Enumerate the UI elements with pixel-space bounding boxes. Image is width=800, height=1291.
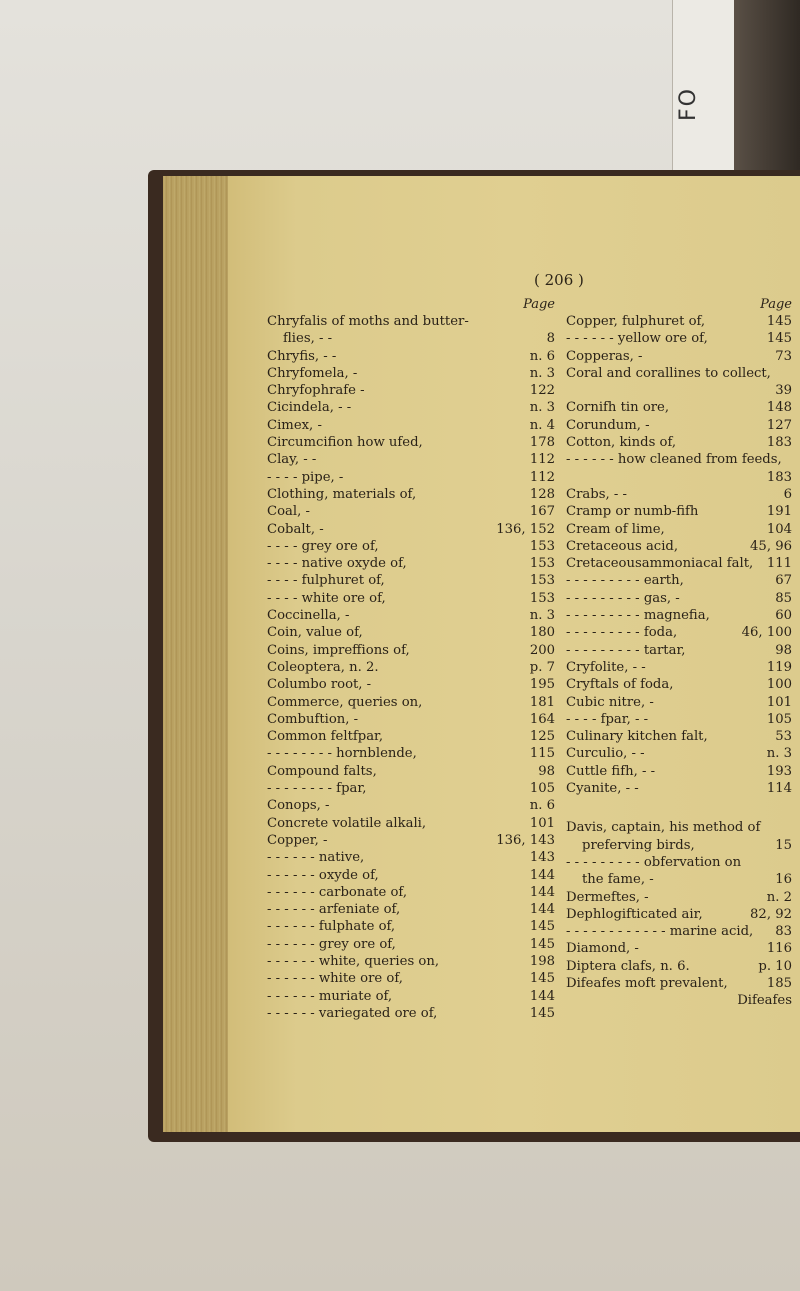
- entry-term: Common feltfpar,: [267, 729, 384, 745]
- entry-page: 98: [538, 763, 555, 779]
- entry-term: Coin, value of,: [267, 625, 363, 641]
- entry-page: 145: [529, 936, 555, 952]
- index-entry: [566, 624, 792, 641]
- entry-page: Difeafes: [737, 993, 792, 1009]
- index-entry: [566, 906, 792, 923]
- entry-page: 153: [529, 590, 555, 606]
- index-entry: [267, 555, 555, 572]
- index-entry: [566, 313, 792, 330]
- entry-term: Cryfolite, - -: [566, 659, 646, 675]
- entry-page: 60: [775, 608, 792, 624]
- entry-term: Cryftals of foda,: [566, 677, 674, 693]
- entry-page: 39: [775, 383, 792, 399]
- page-header: ( 206 ): [534, 271, 584, 289]
- entry-term: Circumcifion how ufed,: [267, 435, 423, 451]
- index-entry: [566, 975, 792, 992]
- entry-term: Coleoptera, n. 2.: [267, 659, 379, 675]
- entry-term: Coins, impreffions of,: [267, 642, 410, 658]
- entry-term: Cretaceousammoniacal falt,: [566, 556, 754, 572]
- entry-page: n. 4: [529, 417, 555, 433]
- entry-page: n. 3: [529, 400, 555, 416]
- folder-tab-label: FO: [676, 87, 701, 121]
- index-entry: [267, 936, 555, 953]
- entry-term: - - - - - - white, queries on,: [267, 953, 440, 969]
- entry-page: 45, 96: [750, 538, 792, 554]
- index-entry: [566, 365, 792, 382]
- entry-page: p. 10: [758, 958, 792, 974]
- entry-term: Copper, -: [267, 832, 328, 848]
- index-entry: [566, 711, 792, 728]
- index-entry: [566, 992, 792, 1009]
- index-entry: [566, 819, 792, 836]
- entry-page: 145: [529, 971, 555, 987]
- entry-page: 100: [766, 677, 792, 693]
- entry-term: Commerce, queries on,: [267, 694, 423, 710]
- entry-term: - - - - - - oxyde of,: [267, 867, 379, 883]
- entry-page: 144: [529, 884, 555, 900]
- index-entry: [267, 330, 555, 347]
- entry-term: - - - - fulphuret of,: [267, 573, 385, 589]
- index-entry: [566, 763, 792, 780]
- index-entry: [267, 763, 555, 780]
- entry-page: 180: [529, 625, 555, 641]
- entry-term: Copper, fulphuret of,: [566, 314, 706, 329]
- index-entry: [267, 815, 555, 832]
- entry-term: - - - - - - - - fpar,: [267, 781, 367, 797]
- entry-term: Coccinella, -: [267, 608, 350, 624]
- index-entry: [267, 434, 555, 451]
- entry-term: preferving birds,: [582, 837, 695, 853]
- index-entry: [267, 417, 555, 434]
- entry-list: [267, 313, 555, 1022]
- entry-page: n. 6: [529, 798, 555, 814]
- entry-term: - - - - - - grey ore of,: [267, 936, 396, 952]
- index-entry: [267, 538, 555, 555]
- index-entry: [267, 590, 555, 607]
- entry-page: 185: [766, 975, 792, 991]
- entry-term: - - - - - - - - hornblende,: [267, 746, 417, 762]
- index-entry: [267, 988, 555, 1005]
- index-entry: [566, 521, 792, 538]
- index-entry: [566, 745, 792, 762]
- index-entry: [267, 365, 555, 382]
- index-entry: [267, 607, 555, 624]
- index-entry: [267, 832, 555, 849]
- index-entry: [267, 382, 555, 399]
- entry-term: - - - - grey ore of,: [267, 538, 379, 554]
- entry-page: 144: [529, 867, 555, 883]
- entry-page: n. 6: [529, 348, 555, 364]
- entry-page: 143: [529, 850, 555, 866]
- index-entry: [566, 330, 792, 347]
- entry-term: Cotton, kinds of,: [566, 435, 677, 451]
- index-entry: [267, 642, 555, 659]
- entry-list: [566, 819, 792, 1009]
- index-entry: [267, 676, 555, 693]
- entry-term: Dephlogifticated air,: [566, 906, 703, 922]
- entry-page: n. 3: [766, 746, 792, 762]
- index-entry: [566, 417, 792, 434]
- entry-page: 167: [529, 504, 555, 520]
- entry-page: 98: [775, 642, 792, 658]
- entry-term: Cuttle fifh, - -: [566, 763, 656, 779]
- entry-page: 15: [775, 837, 792, 853]
- entry-term: Culinary kitchen falt,: [566, 729, 708, 745]
- entry-term: the fame, -: [582, 872, 654, 888]
- entry-page: 153: [529, 573, 555, 589]
- entry-term: - - - - - - yellow ore of,: [566, 331, 708, 347]
- entry-term: Coal, -: [267, 504, 310, 520]
- entry-term: Concrete volatile alkali,: [267, 815, 427, 831]
- entry-term: Columbo root, -: [267, 677, 372, 693]
- entry-page: 193: [766, 763, 792, 779]
- entry-term: - - - - - - - - - earth,: [566, 573, 684, 589]
- page-column-label: Page: [523, 297, 555, 312]
- index-entry: [267, 521, 555, 538]
- entry-page: 16: [775, 872, 792, 888]
- entry-page: 145: [529, 1005, 555, 1021]
- index-entry: [267, 884, 555, 901]
- index-entry: [267, 797, 555, 814]
- entry-page: 200: [529, 642, 555, 658]
- index-entry: [566, 958, 792, 975]
- index-entry: [566, 642, 792, 659]
- entry-term: Copperas, -: [566, 348, 643, 364]
- entry-term: - - - - - - - - - gas, -: [566, 590, 680, 606]
- index-entry: [267, 780, 555, 797]
- entry-page: 53: [775, 729, 792, 745]
- entry-term: - - - - - - native,: [267, 850, 365, 866]
- entry-page: 145: [766, 331, 792, 347]
- index-entry: [566, 694, 792, 711]
- index-entry: [566, 451, 792, 468]
- entry-term: flies, - -: [283, 331, 333, 347]
- index-entry: [566, 676, 792, 693]
- index-entry: [267, 399, 555, 416]
- entry-term: Chryfomela, -: [267, 365, 358, 381]
- entry-page: 111: [766, 556, 792, 572]
- entry-page: 128: [529, 486, 555, 502]
- entry-term: - - - - - - carbonate of,: [267, 884, 408, 900]
- index-entry: [566, 854, 792, 871]
- entry-term: - - - - - - muriate of,: [267, 988, 393, 1004]
- index-entry: [267, 918, 555, 935]
- index-entry: [566, 923, 792, 940]
- entry-page: 125: [529, 729, 555, 745]
- index-entry: [566, 572, 792, 589]
- entry-page: 183: [766, 469, 792, 485]
- entry-term: Cubic nitre, -: [566, 694, 654, 710]
- index-entry: [566, 837, 792, 854]
- entry-page: 181: [529, 694, 555, 710]
- entry-term: Conops, -: [267, 798, 330, 814]
- entry-term: - - - - - - - - - foda,: [566, 625, 678, 641]
- entry-term: Cream of lime,: [566, 521, 665, 537]
- entry-term: Curculio, - -: [566, 746, 645, 762]
- entry-term: Coral and corallines to collect,: [566, 365, 771, 381]
- entry-term: Chryfis, - -: [267, 348, 337, 364]
- entry-term: - - - - - - arfeniate of,: [267, 902, 401, 918]
- entry-term: Davis, captain, his method of: [566, 820, 761, 836]
- entry-term: - - - - native oxyde of,: [267, 556, 407, 572]
- index-entry: [566, 871, 792, 888]
- entry-page: 122: [529, 383, 555, 399]
- index-entry: [566, 538, 792, 555]
- entry-term: - - - - - - variegated ore of,: [267, 1005, 438, 1021]
- index-entry: [267, 901, 555, 918]
- entry-term: Cretaceous acid,: [566, 538, 679, 554]
- entry-term: - - - - - - - - - - - - marine acid,: [566, 924, 754, 940]
- entry-term: - - - - white ore of,: [267, 590, 386, 606]
- index-entry: [267, 451, 555, 468]
- index-entry: [566, 940, 792, 957]
- entry-page: 178: [529, 435, 555, 451]
- entry-page: 105: [529, 781, 555, 797]
- entry-term: Corundum, -: [566, 417, 650, 433]
- index-entry: [267, 503, 555, 520]
- index-entry: [267, 1005, 555, 1022]
- entry-page: 67: [775, 573, 792, 589]
- entry-term: Compound falts,: [267, 763, 377, 779]
- index-entry: [267, 694, 555, 711]
- entry-page: 153: [529, 538, 555, 554]
- entry-page: 148: [766, 400, 792, 416]
- dark-strip: [734, 0, 800, 180]
- entry-page: 112: [529, 469, 555, 485]
- entry-page: 85: [775, 590, 792, 606]
- index-entry: [566, 382, 792, 399]
- entry-page: 145: [766, 314, 792, 329]
- entry-term: Diptera clafs, n. 6.: [566, 958, 690, 974]
- entry-page: 112: [529, 452, 555, 468]
- index-entry: [566, 780, 792, 797]
- entry-term: Cornifh tin ore,: [566, 400, 670, 416]
- entry-page: 164: [529, 711, 555, 727]
- index-entry: [267, 970, 555, 987]
- entry-page: 101: [766, 694, 792, 710]
- entry-term: - - - - - - - - - magnefia,: [566, 608, 710, 624]
- entry-page: 82, 92: [750, 906, 792, 922]
- entry-term: Cicindela, - -: [267, 400, 352, 416]
- entry-term: Cimex, -: [267, 417, 322, 433]
- entry-page: n. 2: [766, 889, 792, 905]
- index-entry: [566, 399, 792, 416]
- entry-term: Cramp or numb-fifh: [566, 504, 699, 520]
- entry-term: Difeafes moft prevalent,: [566, 975, 728, 991]
- entry-term: Chryfalis of moths and butter-: [267, 314, 469, 329]
- index-entry: [267, 469, 555, 486]
- entry-page: 145: [529, 919, 555, 935]
- entry-page: 8: [546, 331, 555, 347]
- index-entry: [566, 348, 792, 365]
- entry-term: Combuftion, -: [267, 711, 359, 727]
- entry-term: Chryfophrafe -: [267, 383, 365, 399]
- index-entry: [566, 590, 792, 607]
- index-entry: [566, 659, 792, 676]
- index-entry: [267, 624, 555, 641]
- page-column-label: Page: [760, 297, 792, 312]
- entry-page: 73: [775, 348, 792, 364]
- entry-page: 104: [766, 521, 792, 537]
- entry-list: [566, 313, 792, 797]
- index-entry: [566, 607, 792, 624]
- entry-term: Clay, - -: [267, 452, 317, 468]
- entry-page: 114: [766, 781, 792, 797]
- entry-page: 115: [529, 746, 555, 762]
- entry-term: Clothing, materials of,: [267, 486, 417, 502]
- index-entry: [566, 434, 792, 451]
- entry-page: 136, 152: [496, 521, 555, 537]
- entry-term: - - - - - - white ore of,: [267, 971, 403, 987]
- index-entry: [267, 348, 555, 365]
- index-entry: [566, 469, 792, 486]
- entry-term: - - - - pipe, -: [267, 469, 344, 485]
- index-column-left: [267, 296, 555, 1022]
- entry-page: 191: [766, 504, 792, 520]
- index-entry: [267, 849, 555, 866]
- index-entry: [566, 728, 792, 745]
- entry-page: 6: [783, 486, 792, 502]
- entry-page: 153: [529, 556, 555, 572]
- entry-page: 83: [775, 924, 792, 940]
- entry-page: 198: [529, 953, 555, 969]
- entry-term: Cobalt, -: [267, 521, 324, 537]
- index-entry: [267, 711, 555, 728]
- entry-term: Diamond, -: [566, 941, 639, 957]
- entry-term: Crabs, - -: [566, 486, 627, 502]
- index-entry: [267, 745, 555, 762]
- entry-page: 136, 143: [496, 832, 555, 848]
- entry-term: Cyanite, - -: [566, 781, 639, 797]
- index-column-right: [566, 296, 792, 1010]
- entry-page: 101: [529, 815, 555, 831]
- entry-term: - - - - - - how cleaned from feeds,: [566, 452, 782, 468]
- entry-page: 46, 100: [741, 625, 792, 641]
- index-entry: [267, 572, 555, 589]
- entry-term: - - - - - - - - - tartar,: [566, 642, 686, 658]
- entry-page: 183: [766, 435, 792, 451]
- index-entry: [267, 728, 555, 745]
- entry-page: 116: [766, 941, 792, 957]
- index-entry: [267, 953, 555, 970]
- entry-term: - - - - fpar, - -: [566, 711, 649, 727]
- entry-page: 144: [529, 902, 555, 918]
- entry-page: n. 3: [529, 608, 555, 624]
- entry-page: n. 3: [529, 365, 555, 381]
- entry-page: 105: [766, 711, 792, 727]
- entry-page: 119: [766, 659, 792, 675]
- index-entry: [566, 486, 792, 503]
- index-entry: [267, 867, 555, 884]
- entry-term: - - - - - - fulphate of,: [267, 919, 396, 935]
- section-gap: [566, 797, 792, 819]
- index-entry: [566, 889, 792, 906]
- index-entry: [566, 503, 792, 520]
- entry-page: 144: [529, 988, 555, 1004]
- index-entry: [267, 313, 555, 330]
- index-entry: [267, 659, 555, 676]
- entry-term: - - - - - - - - - obfervation on: [566, 854, 742, 870]
- index-entry: [566, 555, 792, 572]
- entry-page: 195: [529, 677, 555, 693]
- entry-term: Dermeftes, -: [566, 889, 649, 905]
- entry-page: p. 7: [529, 659, 555, 675]
- index-entry: [267, 486, 555, 503]
- entry-page: 127: [766, 417, 792, 433]
